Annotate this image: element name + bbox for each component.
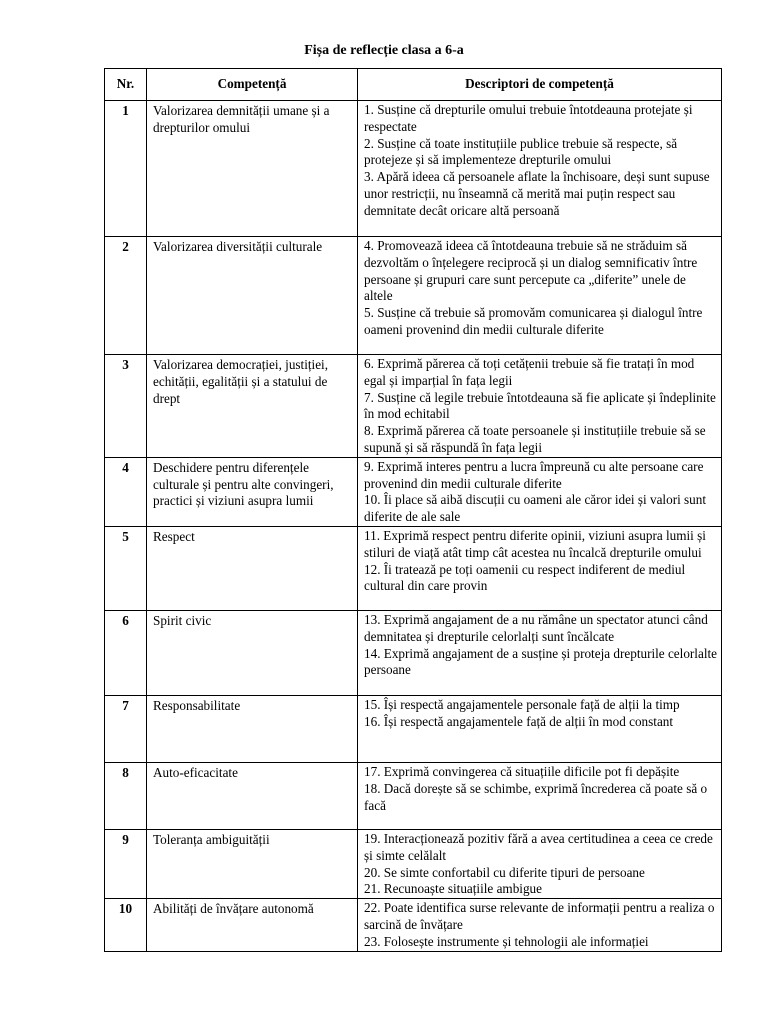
table-row (105, 762, 722, 829)
row-number: 1 (105, 101, 147, 237)
table-row (105, 610, 722, 695)
descriptor: 10. Îi place să aibă discuții cu oameni ale căror idei și valori sunt diferite de ale sale (364, 492, 707, 525)
descriptor: 4. Promovează ideea că întotdeauna trebuie să ne străduim să dezvoltăm o înțelegere reciprocă și un dialog semnificativ între persoane și grupuri care sunt percepute ca „diferite” unele de altele (364, 238, 698, 304)
descriptor: 2. Susține că toate instituțiile publice trebuie să respecte, să protejeze și să implementeze drepturile omului (364, 135, 678, 168)
column-header-nr: Nr. (105, 69, 147, 101)
table-header-row (105, 69, 722, 101)
competency-name: Valorizarea diversității culturale (147, 237, 358, 355)
competency-name: Toleranța ambiguității (147, 829, 358, 898)
competency-name: Auto-eficacitate (147, 762, 358, 829)
descriptor: 1. Susține că drepturile omului trebuie întotdeauna protejate și respectate (364, 102, 693, 134)
descriptor: 21. Recunoaște situațiile ambigue (364, 881, 542, 897)
table-row (105, 457, 722, 526)
row-number: 10 (105, 899, 147, 951)
competency-descriptors (358, 610, 722, 695)
descriptor: 9. Exprimă interes pentru a lucra împreună cu alte persoane care provenind din medii culturale diferite (364, 458, 704, 491)
row-number: 5 (105, 526, 147, 610)
descriptor: 19. Interacționează pozitiv fără a avea certitudinea a ceea ce crede și simte celălalt (364, 830, 713, 863)
competency-table (104, 68, 722, 952)
page-title: Fișa de reflecție clasa a 6-a (304, 43, 464, 58)
competency-name: Responsabilitate (147, 695, 358, 762)
competency-name: Abilități de învățare autonomă (147, 899, 358, 951)
column-header-descriptori: Descriptori de competență (358, 69, 722, 101)
table-row (105, 526, 722, 610)
descriptor: 3. Apără ideea că persoanele aflate la închisoare, deși sunt supuse unor restricții, nu înseamnă că merită mai puțin respect sau demnitate decât oricare altă persoană (364, 169, 710, 218)
column-header-competenta: Competență (147, 69, 358, 101)
descriptor: 17. Exprimă convingerea că situațiile dificile pot fi depășite (364, 763, 680, 779)
descriptor: 12. Îi tratează pe toți oamenii cu respect indiferent de mediul cultural din care provin (364, 561, 686, 594)
competency-name: Deschidere pentru diferențele culturale și pentru alte convingeri, practici și viziuni asupra lumii (147, 457, 358, 526)
competency-descriptors (358, 899, 722, 951)
row-number: 6 (105, 610, 147, 695)
table-row (105, 829, 722, 898)
descriptor: 23. Folosește instrumente și tehnologii ale informației (364, 933, 649, 949)
competency-descriptors (358, 101, 722, 237)
descriptor: 5. Susține că trebuie să promovăm comunicarea și dialogul între oameni provenind din medii culturale diferite (364, 305, 703, 337)
competency-descriptors (358, 762, 722, 829)
competency-name: Valorizarea demnității umane și a drepturilor omului (147, 101, 358, 237)
descriptor: 8. Exprimă părerea că toate persoanele și instituțiile trebuie să se supună și să răspundă în fața legii (364, 423, 706, 455)
row-number: 4 (105, 457, 147, 526)
competency-name: Respect (147, 526, 358, 610)
row-number: 8 (105, 762, 147, 829)
competency-descriptors (358, 237, 722, 355)
descriptor: 11. Exprimă respect pentru diferite opinii, viziuni asupra lumii și stiluri de viață atât timp cât acestea nu încalcă drepturile omului (364, 527, 706, 560)
descriptor: 20. Se simte confortabil cu diferite tipuri de persoane (364, 864, 645, 880)
descriptor: 14. Exprimă angajament de a susține și proteja drepturile celorlalte persoane (364, 645, 718, 678)
row-number: 2 (105, 237, 147, 355)
competency-name: Valorizarea democrației, justiției, echității, egalității și a statului de drept (147, 355, 358, 458)
descriptor: 22. Poate identifica surse relevante de informații pentru a realiza o sarcină de învățare (364, 900, 715, 932)
table-row (105, 101, 722, 237)
competency-name: Spirit civic (147, 610, 358, 695)
row-number: 7 (105, 695, 147, 762)
row-number: 9 (105, 829, 147, 898)
table-row (105, 355, 722, 458)
descriptor: 18. Dacă dorește să se schimbe, exprimă încrederea că poate să o facă (364, 780, 708, 813)
table-row (105, 237, 722, 355)
competency-descriptors (358, 457, 722, 526)
descriptor: 7. Susține că legile trebuie întotdeauna să fie aplicate și îndeplinite în mod echitabil (364, 389, 716, 422)
descriptor: 16. Își respectă angajamentele față de alții în mod constant (364, 713, 674, 729)
descriptor: 15. Își respectă angajamentele personale față de alții la timp (364, 696, 680, 712)
row-number: 3 (105, 355, 147, 458)
competency-descriptors (358, 355, 722, 458)
competency-descriptors (358, 829, 722, 898)
table-row (105, 695, 722, 762)
table-row (105, 899, 722, 951)
descriptor: 6. Exprimă părerea că toți cetățenii trebuie să fie tratați în mod egal și imparțial în fața legii (364, 356, 695, 388)
competency-descriptors (358, 695, 722, 762)
competency-descriptors (358, 526, 722, 610)
descriptor: 13. Exprimă angajament de a nu rămâne un spectator atunci când demnitatea și drepturile celorlalți sunt încălcate (364, 611, 708, 644)
